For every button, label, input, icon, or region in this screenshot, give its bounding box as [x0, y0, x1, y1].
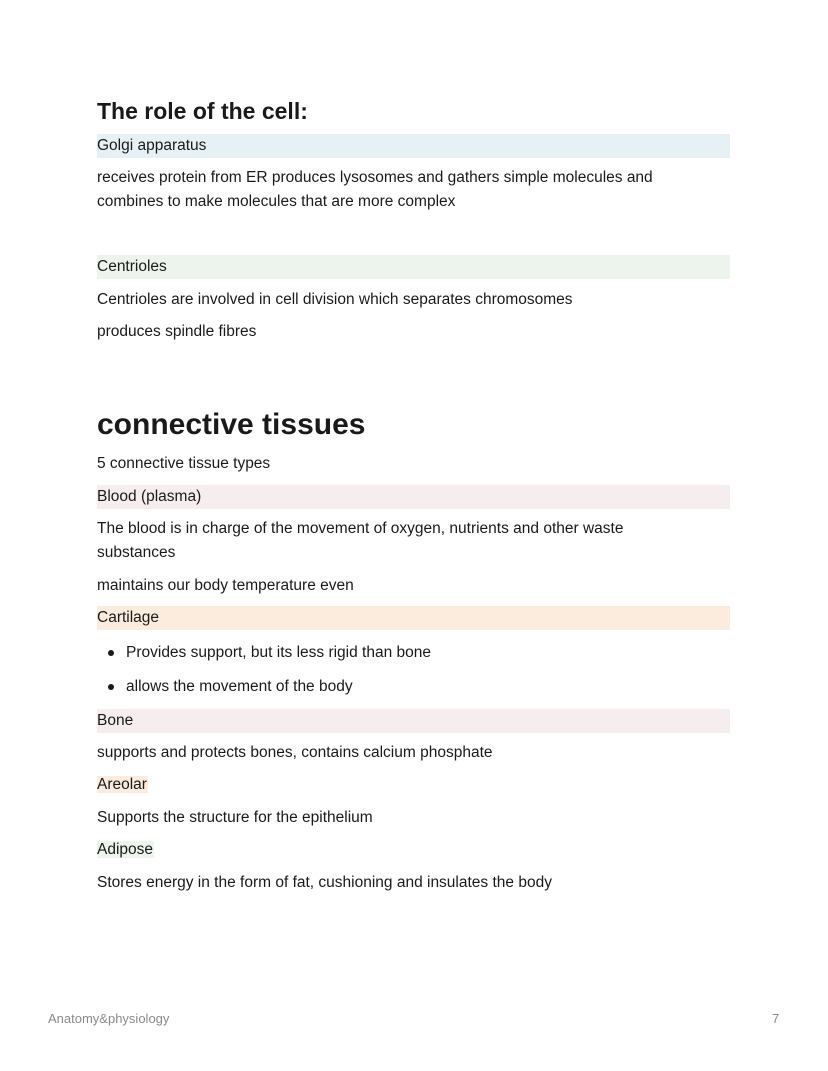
- adipose-text: Stores energy in the form of fat, cushioning and insulates the body: [97, 874, 552, 891]
- bone-label-band: [97, 709, 730, 733]
- blood-label-band: [97, 485, 730, 509]
- cartilage-label-band: [97, 606, 730, 630]
- blood-text-line-3: maintains our body temperature even: [97, 577, 354, 594]
- bullet-dot: [108, 684, 114, 690]
- footer-page-number: 7: [772, 1011, 780, 1026]
- golgi-text-line-2: combines to make molecules that are more complex: [97, 193, 456, 210]
- adipose-label: Adipose: [97, 841, 154, 858]
- areolar-label-wrap: [97, 773, 148, 797]
- bone-text: supports and protects bones, contains calcium phosphate: [97, 744, 493, 761]
- tissue-intro: 5 connective tissue types: [97, 455, 271, 472]
- centrioles-text-line-2: produces spindle fibres: [97, 323, 257, 340]
- blood-label: Blood (plasma): [97, 488, 202, 505]
- centrioles-text-line-1: Centrioles are involved in cell division which separates chromosomes: [97, 291, 573, 308]
- cartilage-bullet-2: allows the movement of the body: [126, 678, 353, 695]
- centrioles-label: Centrioles: [97, 258, 167, 275]
- footer-document-title: Anatomy&physiology: [48, 1011, 170, 1026]
- blood-text-line-1: The blood is in charge of the movement of oxygen, nutrients and other waste: [97, 520, 624, 537]
- golgi-label: Golgi apparatus: [97, 137, 207, 154]
- cell-section-heading: The role of the cell:: [97, 98, 308, 124]
- areolar-label: Areolar: [97, 776, 147, 793]
- golgi-text-line-1: receives protein from ER produces lysosomes and gathers simple molecules and: [97, 169, 653, 186]
- tissue-section-heading: connective tissues: [97, 408, 366, 441]
- areolar-text: Supports the structure for the epithelium: [97, 809, 373, 826]
- centrioles-label-band: [97, 255, 730, 279]
- adipose-label-wrap: [97, 838, 154, 862]
- cartilage-label: Cartilage: [97, 609, 160, 626]
- blood-text-line-2: substances: [97, 544, 176, 561]
- cartilage-bullet-1: Provides support, but its less rigid than bone: [126, 644, 432, 661]
- bone-label: Bone: [97, 712, 134, 729]
- bullet-dot: [108, 650, 114, 656]
- golgi-label-band: [97, 134, 730, 158]
